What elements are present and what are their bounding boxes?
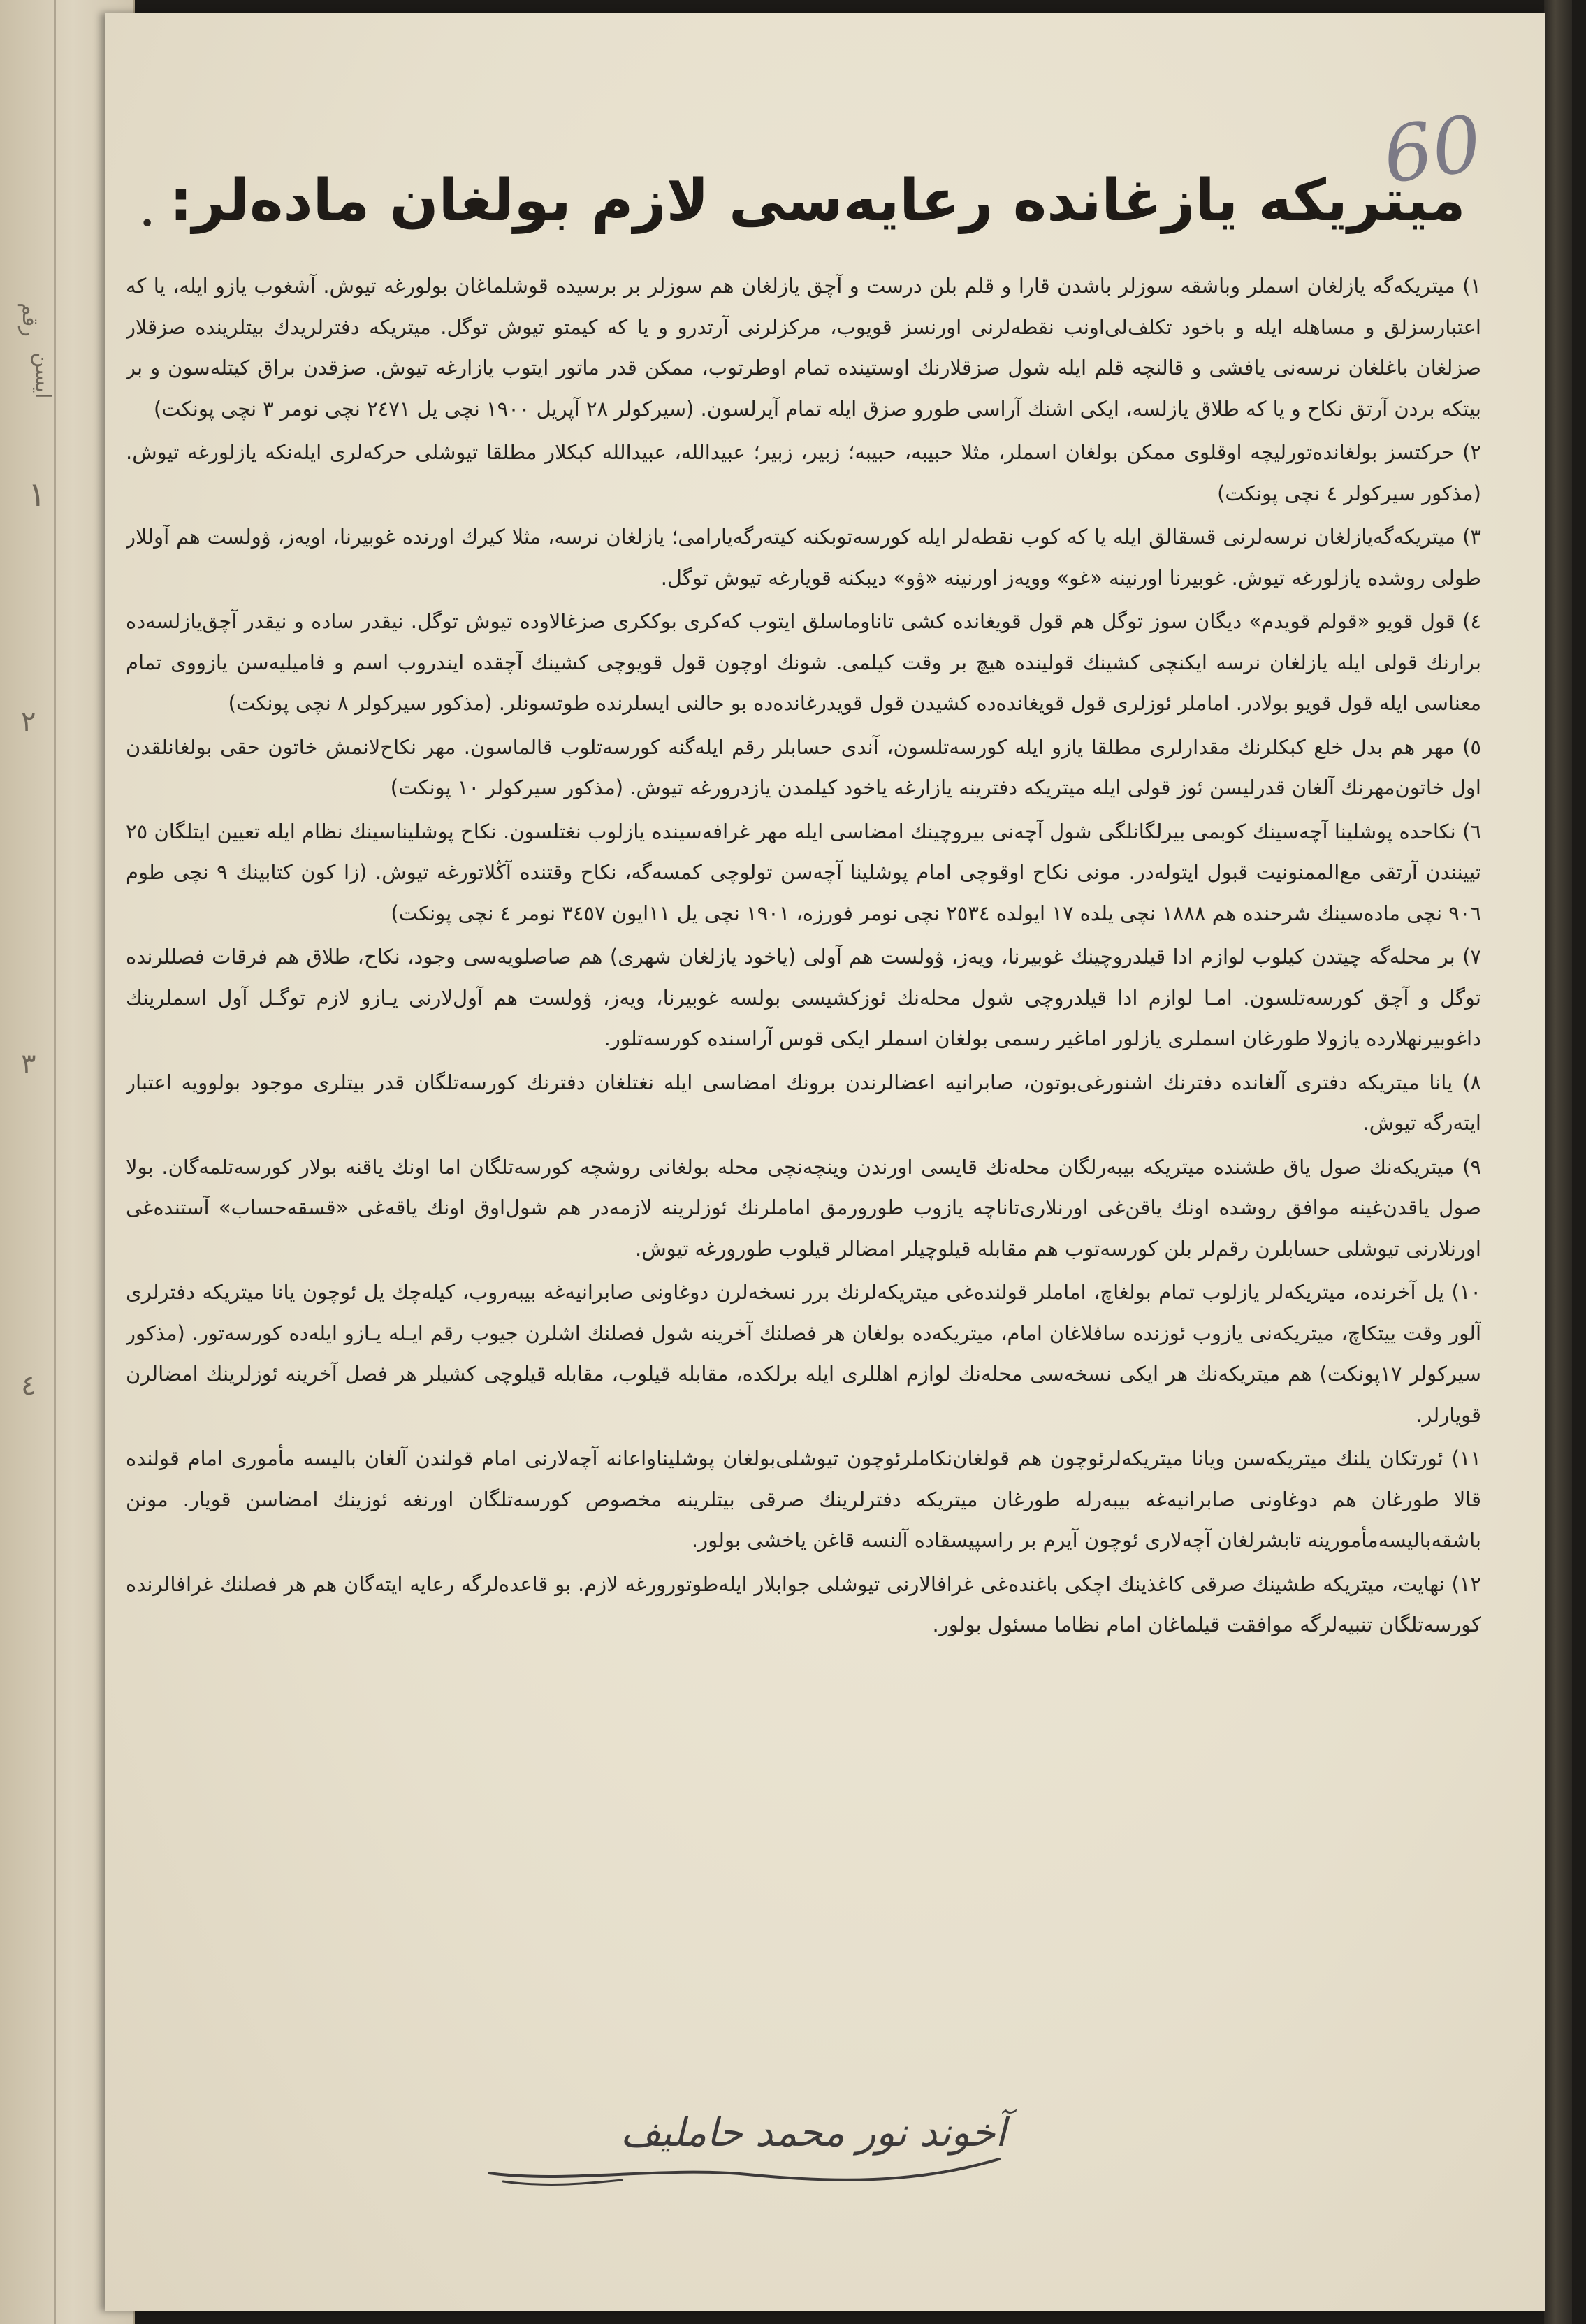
signature-flourish	[482, 2117, 1013, 2194]
rule-paragraph: ٤) قول قويو «قولم قويدم» ديگان سوز توگل هم قول قويغانده كشى تاناوماسلق ايتوب كه‌كرى بوككرى صزغالاوده تيوش توگل. نيقدر ساده و نيقدر آچق‌يازلسه‌ده برارنك قولى ايله يازلغان نرسه ايكنچى كشينك قولينده هيچ بر وقت كيلمى. شونك اوچون قول قويوچى كشينك آچقده ايندروب اسم و فاميليه‌سن يازووى تمام معناسى ايله قول قويو بولادر. اماملر ئوزلرى قول قويغانده‌ده كشيدن قول قويدرغانده‌ده بو حالنى ايسلرنده طوتسونلر. (مذكور سيركولر ٨ نچى پونكت)	[126, 609, 1481, 715]
margin-rule	[54, 0, 56, 2324]
rule-paragraph: ٦) نكاحده پوشلينا آچه‌سينك كوبمى بيرلگانلگى شول آچه‌نى بيروچينك امضاسى ايله مهر غرافه‌سينده يازلوب نغتلسون. نكاح پوشليناسينك نظام ايله تعيين ايتلگان ٢٥ تيينندن آرتقى مع‌الممنونيت قبول ايتوله‌در. مونى نكاح اوقوچى امام پوشلينا آچه‌سن تولوچى كمسه‌گه، نكاح وقتنده آڭلاتورغه تيوش. (زا كون كتابينك ٩ نچى طوم ٩٠٦ نچى ماده‌سينك شرحنده هم ١٨٨٨ نچى يلده ١٧ ايولده ٢٥٣٤ نچى نومر فورزه، ١٩٠١ نچى يل ١١ايون ٣٤٥٧ نومر ٤ نچى پونكت)	[126, 819, 1481, 925]
rule-paragraph: ٩) ميتريكه‌نك صول ياق طشنده ميتريكه بيبه‌رلگان محله‌نك قايسى اورندن وينچه‌نچى محله بولغانى روشچه كورسه‌تلگان اما اونك ياقنه بولار كورسه‌تلمه‌گان. بولا صول ياقدن‌غينه موافق روشده اونك ياقن‌غى اورنلارى‌تاناچه يازوب طورورمق اماملرنك ئوزلرينه لازمه‌در هم شول‌اوق اونك ياقه‌غى «قسقه‌حساب» آستنده‌غى اورنلارنى تيوشلى حسابلرن رقم‌لر بلن كورسه‌توب هم مقابله قيلوچيلر امضالر قيلوب طورورغه تيوش.	[126, 1154, 1481, 1261]
margin-note: ٣	[21, 1048, 36, 1080]
margin-note: ٢	[21, 706, 36, 738]
rule-paragraph: ٢) حركتسز بولغانده‌تورليچه اوقلوى ممكن بولغان اسملر، مثلا حبيبه، حبيبه؛ زبير، زبير؛ عبيدالله، عبيدالله كبكلار مطلقا تيوشلى حركه‌لرى ايله‌نكه يازلورغه تيوش. (مذكور سيركولر ٤ نچى پونكت)	[126, 440, 1481, 505]
page-edge-shadow	[1544, 0, 1572, 2324]
folio-number: 60	[1377, 98, 1487, 201]
rule-paragraph: ١٠) يل آخرنده، ميتريكه‌لر يازلوب تمام بولغاچ، اماملر قولنده‌غى ميتريكه‌لرنك برر نسخه‌لرن دوغاونى صابرانيه‌غه بيبه‌روب، كيله‌چك يل ئوچون يا‌نا ميتريكه دفترلرى آلور وقت ييتكاچ، ميتريكه‌نى يازوب ئوزنده سافلاغان امام، ميتريكه‌ده بولغان هر فصلنك آخرينه شول فصلنك اشلرن جيوب رقم ايـله يـازو ايله‌ده كورسه‌تور. (مذكور سيركولر ١٧پونكت) هم ميتريكه‌نك هر ايكى نسخه‌سى محله‌نك لوازم اهللرى ايله برلكده، مقابله قيلوب، مقابله قيلوچى كشيلر هر فصل آخرينه ئوزلرينك امضالرن قويارلر.	[126, 1280, 1481, 1427]
rule-paragraph: ٣) ميتريكه‌گه‌يازلغان نرسه‌لرنى قسقالق ايله يا كه كوب نقطه‌لر ايله كورسه‌توبكنه كيته‌رگه‌يارامى؛ يازلغان نرسه، مثلا كيرك اورنده غوبيرنا، اويه‌ز، ۋولست هم آوللار طولى روشده يازلورغه تيوش. غوبيرنا اورنينه «غو» وويه‌ز اورنينه «ۋو» ديبكنه قويارغه تيوش توگل.	[126, 525, 1481, 590]
margin-note: ١	[28, 475, 46, 514]
document-body	[126, 266, 1481, 2096]
rule-paragraph: ٥) مهر هم بدل خلع كبكلرنك مقدارلرى مطلقا يازو ايله كورسه‌تلسون، آندى حسابلر رقم ايله‌گنه كورسه‌تلوب قالماسون. مهر نكاح‌لانمش خاتون حقى بولغانلقدن اول خاتون‌مهرنك آلغان قدرليسن ئوز قولى ايله ميتريكه دفترينه يازارغه ياخود كيلمدن يازدرورغه تيوش. (مذكور سيركولر ١٠ پونكت)	[126, 734, 1481, 799]
margin-note: رقم	[17, 303, 42, 337]
margin-note: ٤	[21, 1370, 36, 1402]
rule-paragraph: ٧) بر محله‌گه چيتدن كيلوب لوازم ادا قيلدروچينك غوبيرنا، ويه‌ز، ۋولست هم آولى (ياخود يازلغان شهرى) هم صاصلويه‌سى وجود، نكاح، طلاق هم فرقات فصللرنده توگل و آچق كورسه‌تلسون. امـا لوازم ادا قيلدروچى شول محله‌نك ئوزكشيسى بولسه غوبيرنا، ويه‌ز، ۋولست هم آول‌لارنى يـازو لازم توگـل آول اسملرينك‌ داغوبيرنهلارده يازولا طورغان اسملرى يازلور اماغير رسمى بولغان اسملر ايكى قوس آراسنده كورسه‌تلور.	[126, 945, 1481, 1050]
rule-paragraph: ١٢) نهايت، ميتريكه طشينك صرقى كاغذينك اچكى باغنده‌غى غرافالارنى تيوشلى جوابلار ايله‌طوتورورغه لازم. بو قاعده‌لرگه رعايه ايته‌گان هم هر فصلنك غرافالرنده كورسه‌تلگان تنبيه‌لرگه موافقت قيلماغان امام نظاما مسئول بولور.	[126, 1571, 1481, 1636]
handwritten-signature: آخوند نور محمد حامليف	[620, 2110, 1006, 2156]
rule-paragraph: ٨) يا‌نا ميتريكه دفترى آلغانده دفترنك اشنورغى‌بوتون، صابرانيه اعضالرندن برونك امضاسى ايله نغتلغان دفترنك كورسه‌تلگان قدر بيتلرى موجود بولوويه اعتبار ايته‌رگه تيوش.	[126, 1070, 1481, 1135]
rule-paragraph: ١١) ئورتكان يلنك ميتريكه‌سن ويا‌نا ميتريكه‌لرئوچون هم‌ قولغان‌نكاملرئوچون‌ تيوشلى‌بولغان پوشليناواعانه آچه‌لارنى امام قولندن آلغان باليسه مأمورى امام قولنده قالا طورغان هم دوغاونى صابرانيه‌غه بيبه‌رله طورغان ميتريكه دفترلرينك صرقى بيتلرينه مخصوص كورسه‌تلگان اورنغه ئوزينك امضاسن قويار. مونن باشقه‌باليسه‌مأمورينه تابشرلغان آچه‌لارى ئوچون آيرم بر راسپيسقاده آلنسه قاغن ياخشى بولور.	[126, 1446, 1481, 1552]
left-margin-tick: •	[140, 210, 155, 238]
rule-paragraph: ١) ميتريكه‌گه يازلغان اسملر وباشقه سوزلر باشدن قارا و قلم بلن درست و آچق يازلغان هم سوزلر بر برسيده قوشلماغان بولورغه تيوش. آشغوب يازو ايله، يا كه اعتبارسزلق و مساهله ايله و باخود تكلف‌لى‌اونب نقطه‌لرنى اورنسز قويوب، مركزلرنى آرتدرو و يا كه كيمتو تيوش توگل. ميتريكه دفترلريدك بيتلرينده صزقلار صزلغان باغلغان نرسه‌نى يافشى و قالنچه قلم ايله شول صزقلارنك اوستينده تمام اوطرتوب، ممكن قدر ماتور ايتوب يازارغه تيوش. صزقدن براق كيتله‌سون و بر بيتكه بردن آرتق نكاح و يا كه طلاق يازلسه، ايكى اشنك آراسى طورو صزق ايله تمام آيرلسون. (سيركولر ٢٨ آپريل ١٩٠٠ نچى يل ٢٤٧١ نچى نومر ٣ نچى پونكت)	[126, 274, 1481, 421]
margin-note: ايسن	[30, 352, 55, 399]
document-title: ميتريكه يازغانده رعايه‌سى لازم بولغان ماده‌لر:	[169, 168, 1466, 234]
